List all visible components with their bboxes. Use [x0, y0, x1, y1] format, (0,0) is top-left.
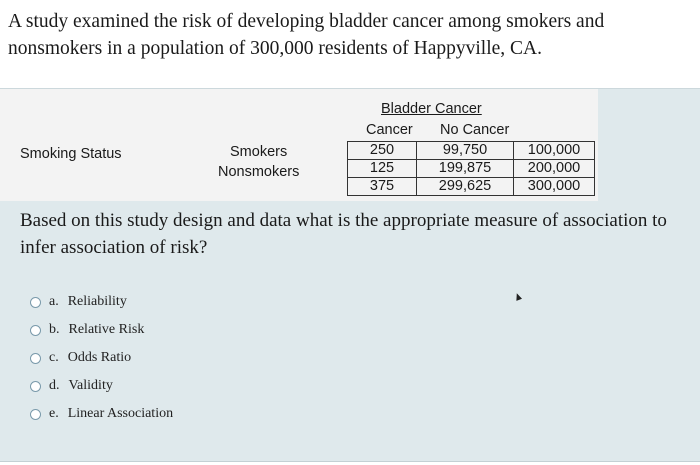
option-label: Linear Association — [67, 406, 174, 421]
answer-options — [30, 288, 173, 428]
radio-button-icon[interactable] — [30, 325, 41, 336]
option-label: Odds Ratio — [67, 350, 132, 365]
option-label: Reliability — [67, 294, 127, 309]
column-header-cancer: Cancer — [366, 122, 413, 138]
table-cell: 299,625 — [417, 178, 514, 196]
option-letter: e. — [49, 406, 59, 421]
table-cell: 300,000 — [514, 178, 595, 196]
option-label: Validity — [68, 378, 113, 393]
contingency-table — [347, 141, 595, 196]
row-label-nonsmokers: Nonsmokers — [218, 164, 300, 180]
table-cell: 250 — [348, 142, 417, 160]
row-label-smokers: Smokers — [230, 144, 288, 160]
option-letter: c. — [49, 350, 59, 365]
table-cell: 100,000 — [514, 142, 595, 160]
radio-button-icon[interactable] — [30, 409, 41, 420]
table-row — [348, 178, 595, 196]
table-cell: 99,750 — [417, 142, 514, 160]
column-header-no-cancer: No Cancer — [440, 122, 510, 138]
contingency-table-area — [0, 89, 598, 201]
question-panel — [0, 88, 700, 462]
table-cell: 200,000 — [514, 160, 595, 178]
option-label: Relative Risk — [68, 322, 145, 337]
radio-button-icon[interactable] — [30, 381, 41, 392]
table-cell: 125 — [348, 160, 417, 178]
mouse-cursor-icon — [514, 292, 522, 301]
intro-text: A study examined the risk of developing bladder cancer among smokers and nonsmokers in a population of 300,000 residents of Happyville, CA. — [8, 11, 605, 59]
option-c[interactable] — [30, 344, 173, 372]
option-d[interactable] — [30, 372, 173, 400]
option-e[interactable] — [30, 400, 173, 428]
option-letter: a. — [49, 294, 59, 309]
option-b[interactable] — [30, 316, 173, 344]
option-a[interactable] — [30, 288, 173, 316]
option-letter: b. — [49, 322, 60, 337]
table-row — [348, 142, 595, 160]
table-row — [348, 160, 595, 178]
row-header-smoking-status: Smoking Status — [20, 146, 122, 162]
question-text: Based on this study design and data what is the appropriate measure of association to infer association of risk? — [20, 210, 667, 258]
radio-button-icon[interactable] — [30, 353, 41, 364]
table-group-header: Bladder Cancer — [381, 101, 482, 117]
option-letter: d. — [49, 378, 60, 393]
table-cell: 199,875 — [417, 160, 514, 178]
radio-button-icon[interactable] — [30, 297, 41, 308]
table-cell: 375 — [348, 178, 417, 196]
